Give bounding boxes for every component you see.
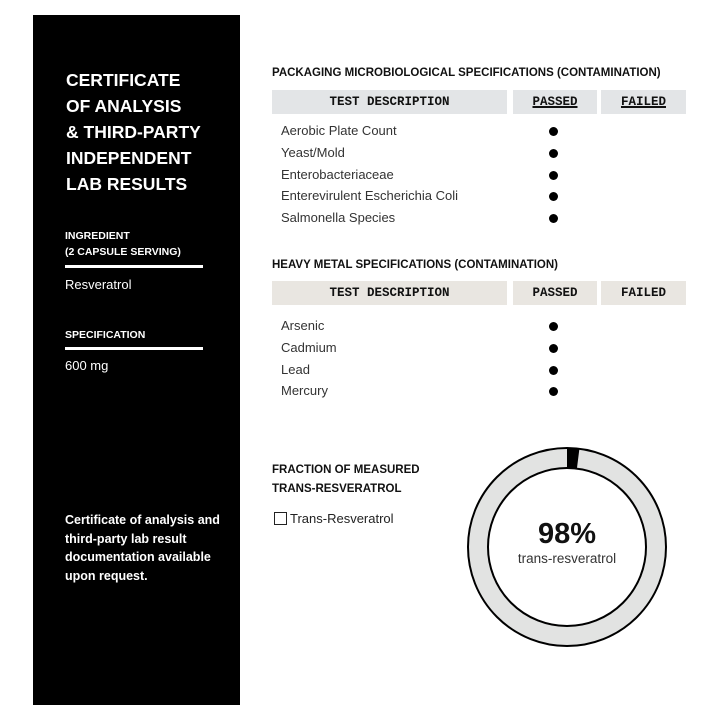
col-passed [513,90,597,114]
table-row [281,359,581,381]
col-label: TEST DESCRIPTION [329,95,450,109]
sidebar [33,15,240,705]
legend-label: Trans-Resveratrol [290,511,394,526]
title-line: OF ANALYSIS [66,96,182,116]
title-line: LAB RESULTS [66,174,188,194]
micro-heading: PACKAGING MICROBIOLOGICAL SPECIFICATIONS (CONTAMINATION) [272,67,661,79]
title-line: CERTIFICATE [66,70,181,90]
col-label: FAILED [620,95,666,109]
divider [65,265,203,268]
metal-heading: HEAVY METAL SPECIFICATIONS (CONTAMINATION) [272,259,559,271]
percent-value: 98% [537,518,597,550]
test-name: Aerobic Plate Count [281,123,397,138]
table-row [281,185,581,207]
divider [65,347,203,350]
passed-dot-icon [549,171,558,180]
col-label: PASSED [532,95,578,109]
fraction-heading [272,461,420,499]
heading-line: TRANS-RESVERATROL [272,483,402,495]
test-name: Arsenic [281,318,325,333]
passed-dot-icon [549,127,558,136]
test-name: Enterevirulent Escherichia Coli [281,188,459,204]
col-passed [513,281,597,305]
specification-value: 600 mg [65,358,109,373]
col-test-description [272,90,507,114]
test-name: Salmonella Species [281,210,396,226]
passed-dot-icon [549,322,558,331]
ingredient-label [65,228,181,260]
donut-center [467,518,667,566]
passed-dot-icon [549,344,558,353]
title-line: INDEPENDENT [66,148,192,168]
ingredient-value: Resveratrol [65,277,132,292]
table-row [281,142,581,164]
col-failed [601,281,686,305]
heading-line: FRACTION OF MEASURED [272,464,420,476]
col-label: PASSED [532,286,578,300]
percent-caption: trans-resveratrol [517,551,617,566]
test-name: Mercury [281,383,328,399]
col-test-description [272,281,507,305]
ingredient-label-line: INGREDIENT [65,230,130,242]
micro-table-header [272,90,686,114]
sidebar-title [66,67,236,197]
title-line: & THIRD-PARTY [66,122,201,142]
passed-dot-icon [549,366,558,375]
metal-table-header [272,281,686,305]
table-row [281,380,581,402]
col-label: TEST DESCRIPTION [329,286,450,300]
table-row [281,164,581,186]
availability-note: Certificate of analysis and third-party lab result documentation available upon request. [65,513,220,583]
col-label: FAILED [620,286,666,300]
ingredient-label-line: (2 CAPSULE SERVING) [65,246,181,258]
table-row [281,207,581,229]
legend [274,511,394,526]
legend-swatch-icon [274,512,287,525]
donut-segment-remainder [567,458,578,459]
table-row [281,315,581,337]
micro-table-body [281,120,581,229]
table-row [281,337,581,359]
passed-dot-icon [549,214,558,223]
passed-dot-icon [549,192,558,201]
passed-dot-icon [549,387,558,396]
test-name: Lead [281,361,310,377]
metal-table-body [281,315,581,402]
test-name: Enterobacteriaceae [281,166,394,182]
passed-dot-icon [549,149,558,158]
specification-label: SPECIFICATION [65,329,146,341]
test-name: Cadmium [281,339,337,355]
col-failed [601,90,686,114]
test-name: Yeast/Mold [281,144,345,160]
table-row [281,120,581,142]
